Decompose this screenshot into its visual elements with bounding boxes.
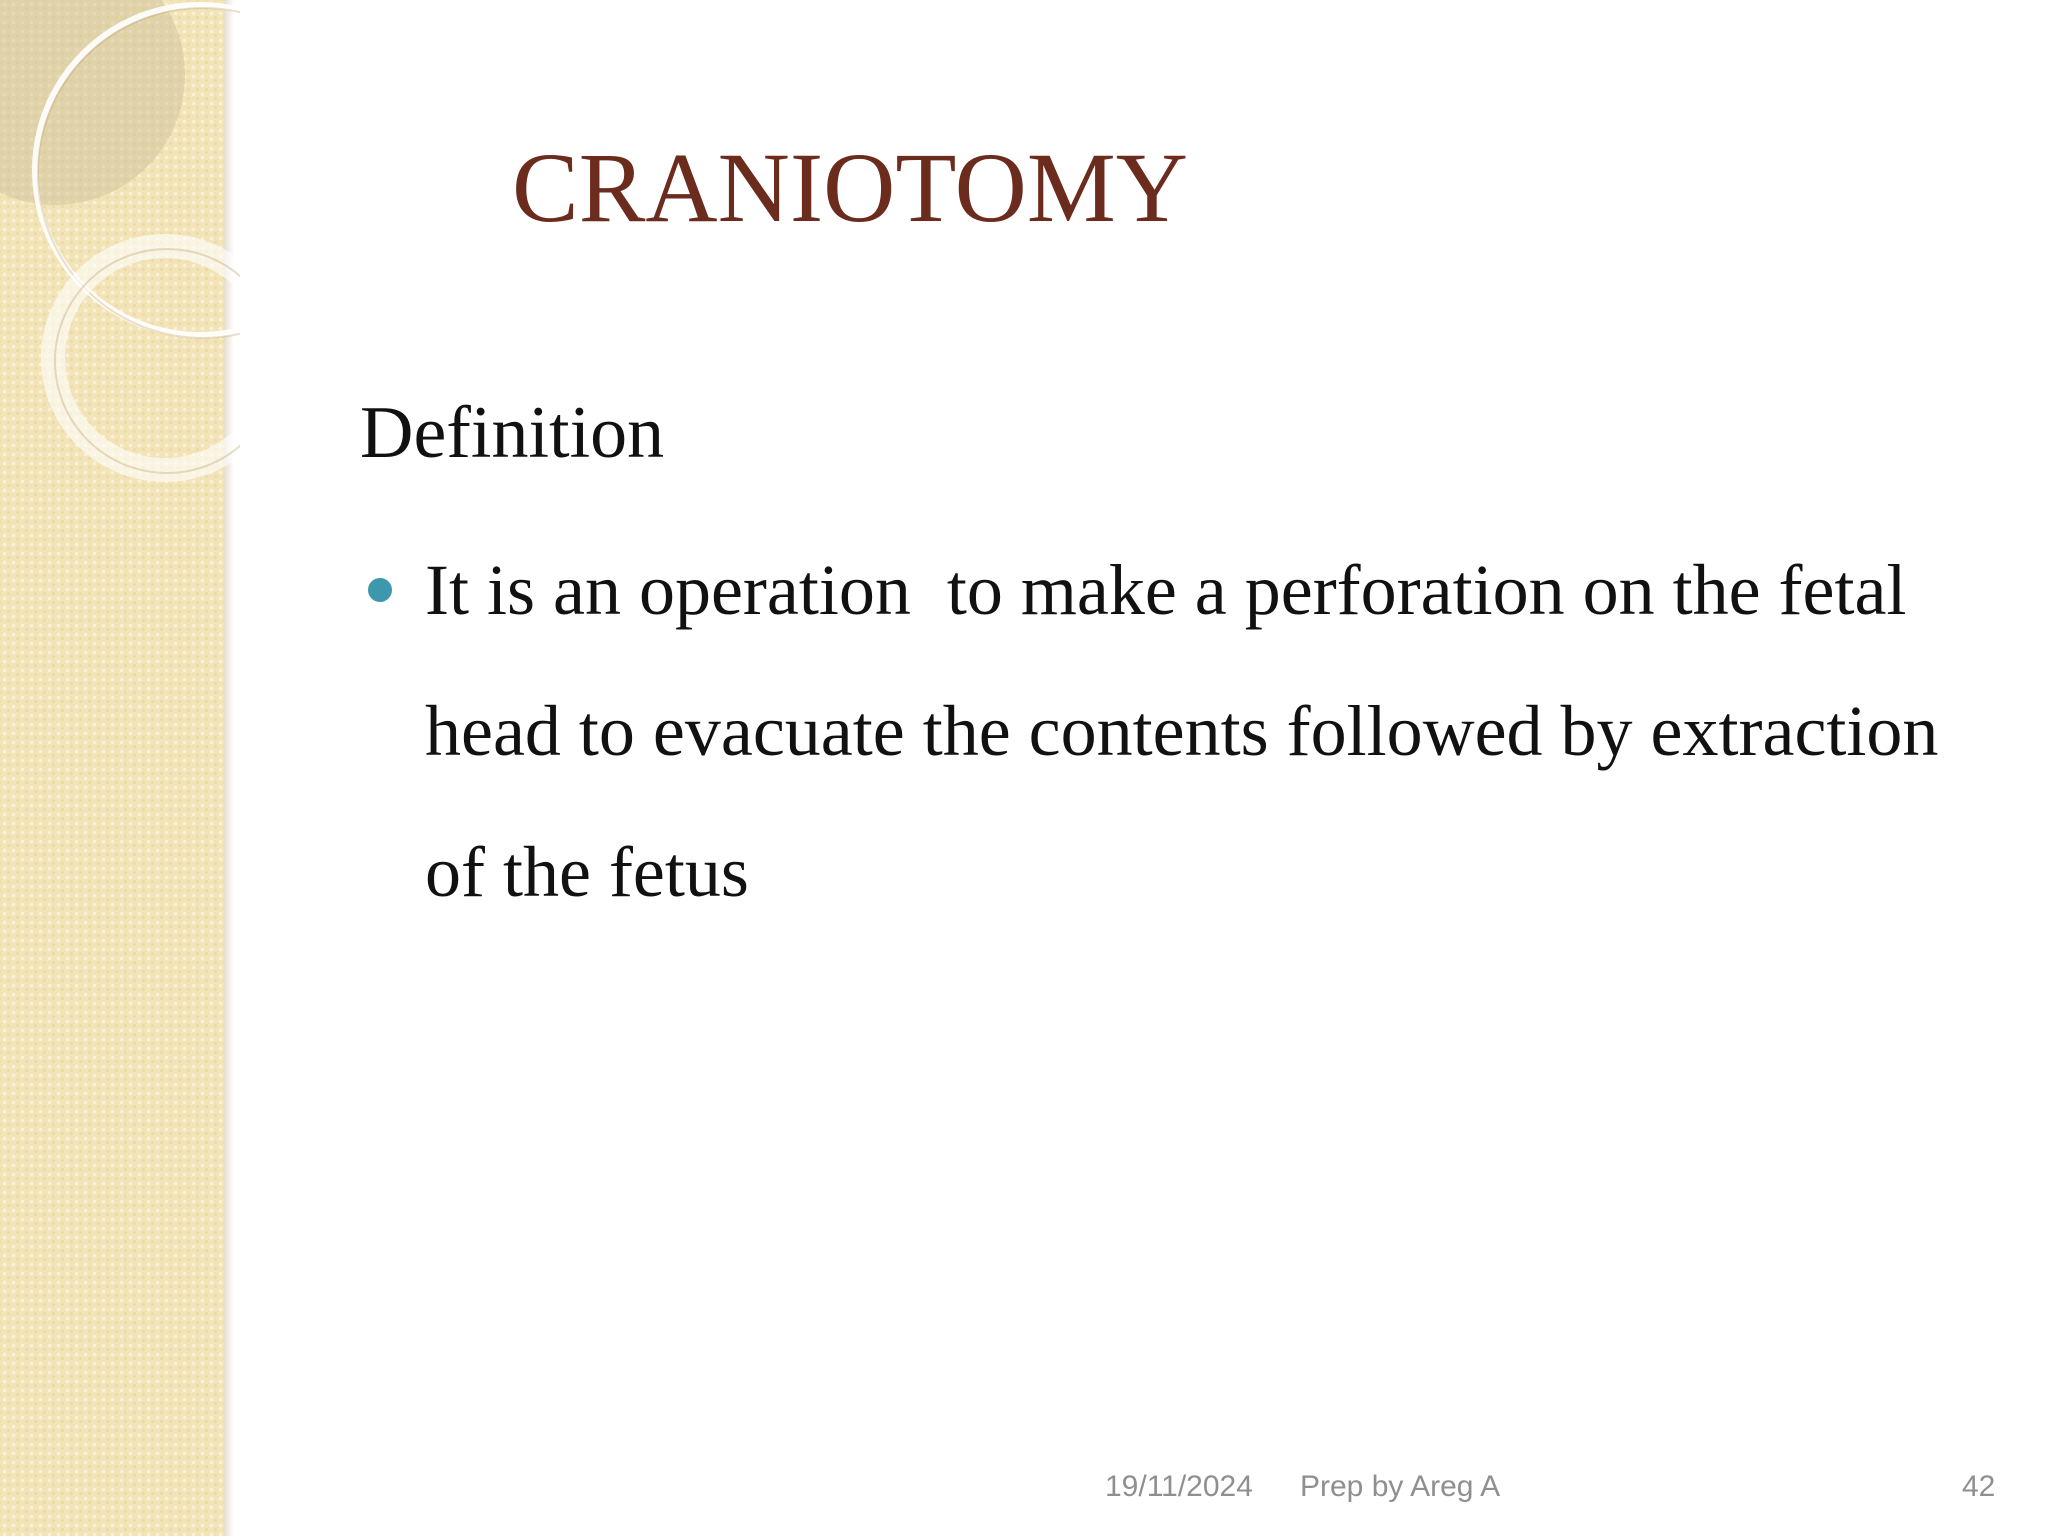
- footer-author: Prep by Areg A: [1300, 1470, 1501, 1503]
- definition-heading: Definition: [360, 392, 665, 474]
- bullet-icon: [368, 578, 392, 602]
- bullet-text: It is an operation to make a perforation on the fetal head to evacuate the contents followed by extraction of the fetus: [425, 550, 1957, 912]
- slide-number: 42: [1962, 1470, 1996, 1503]
- footer-date: 19/11/2024: [1105, 1470, 1253, 1503]
- decorative-rings: [0, 0, 240, 520]
- slide-title: CRANIOTOMY: [512, 132, 1188, 243]
